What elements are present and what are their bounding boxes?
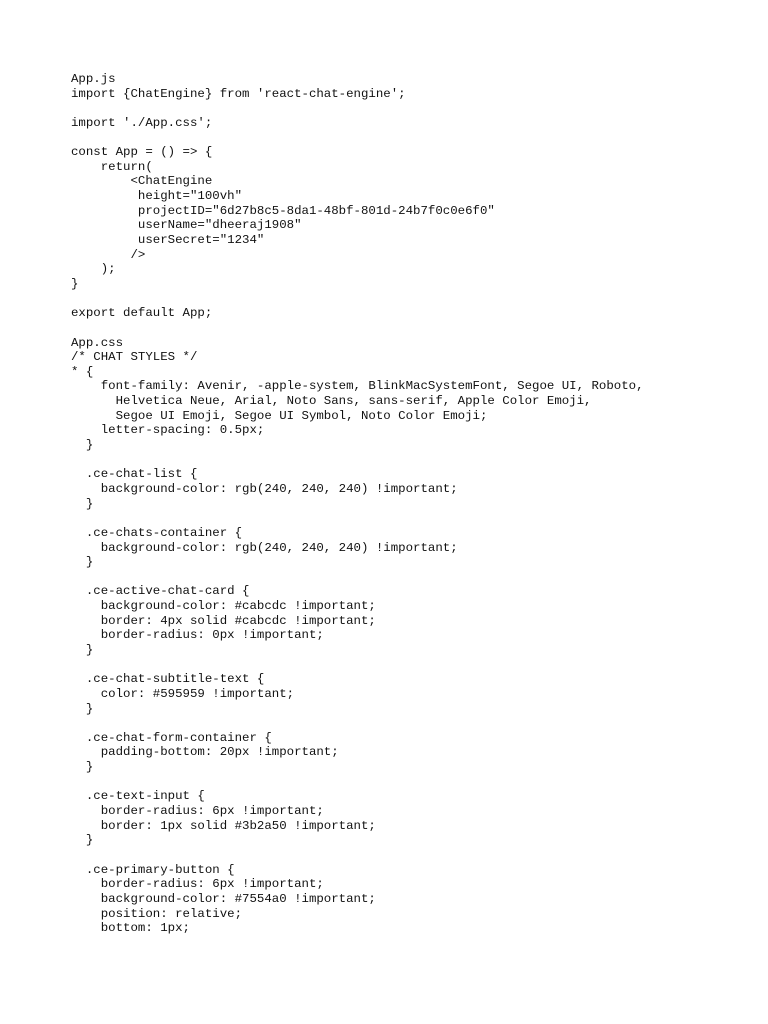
code-line: .ce-active-chat-card { bbox=[71, 584, 250, 599]
code-line: App.css bbox=[71, 335, 124, 350]
code-line: } bbox=[71, 496, 94, 511]
code-line: .ce-primary-button { bbox=[71, 862, 235, 877]
code-line bbox=[71, 716, 644, 731]
code-line: bottom: 1px; bbox=[71, 921, 190, 936]
code-line: return( bbox=[71, 159, 153, 174]
code-line: userName="dheeraj1908" bbox=[71, 218, 302, 233]
code-line: height="100vh" bbox=[71, 189, 243, 204]
code-line bbox=[71, 131, 644, 146]
code-line: ); bbox=[71, 262, 116, 277]
code-line: import {ChatEngine} from 'react-chat-engine'; bbox=[71, 86, 406, 101]
code-line: /* CHAT STYLES */ bbox=[71, 350, 198, 365]
code-line: border-radius: 6px !important; bbox=[71, 804, 324, 819]
code-line: .ce-text-input { bbox=[71, 789, 205, 804]
code-line: Helvetica Neue, Arial, Noto Sans, sans-serif, Apple Color Emoji, bbox=[71, 394, 592, 409]
code-listing bbox=[71, 72, 644, 936]
code-line: border-radius: 6px !important; bbox=[71, 877, 324, 892]
code-line: /> bbox=[71, 247, 146, 262]
code-line: import './App.css'; bbox=[71, 115, 213, 130]
code-line: const App = () => { bbox=[71, 145, 213, 160]
code-line bbox=[71, 453, 644, 468]
code-line: background-color: #cabcdc !important; bbox=[71, 599, 376, 614]
code-line: } bbox=[71, 438, 94, 453]
code-line: position: relative; bbox=[71, 906, 243, 921]
code-line: Segoe UI Emoji, Segoe UI Symbol, Noto Color Emoji; bbox=[71, 408, 488, 423]
code-line: padding-bottom: 20px !important; bbox=[71, 745, 339, 760]
code-line: .ce-chats-container { bbox=[71, 525, 243, 540]
code-line: } bbox=[71, 833, 94, 848]
code-line: background-color: rgb(240, 240, 240) !important; bbox=[71, 481, 458, 496]
code-line: .ce-chat-subtitle-text { bbox=[71, 672, 265, 687]
code-line: export default App; bbox=[71, 306, 213, 321]
code-line: .ce-chat-form-container { bbox=[71, 730, 272, 745]
code-line: App.js bbox=[71, 72, 116, 86]
code-line bbox=[71, 658, 644, 673]
code-line bbox=[71, 292, 644, 307]
code-line: .ce-chat-list { bbox=[71, 467, 198, 482]
code-line bbox=[71, 101, 644, 116]
code-line: <ChatEngine bbox=[71, 174, 213, 189]
code-line: border-radius: 0px !important; bbox=[71, 628, 324, 643]
code-line: color: #595959 !important; bbox=[71, 686, 295, 701]
code-line: font-family: Avenir, -apple-system, BlinkMacSystemFont, Segoe UI, Roboto, bbox=[71, 379, 644, 394]
code-line: letter-spacing: 0.5px; bbox=[71, 423, 265, 438]
code-line: } bbox=[71, 701, 94, 716]
code-line: } bbox=[71, 642, 94, 657]
code-line: background-color: rgb(240, 240, 240) !important; bbox=[71, 540, 458, 555]
code-line bbox=[71, 321, 644, 336]
code-line: border: 1px solid #3b2a50 !important; bbox=[71, 818, 376, 833]
code-line: * { bbox=[71, 364, 94, 379]
code-line bbox=[71, 511, 644, 526]
code-line: background-color: #7554a0 !important; bbox=[71, 891, 376, 906]
code-line: userSecret="1234" bbox=[71, 233, 265, 248]
code-line: projectID="6d27b8c5-8da1-48bf-801d-24b7f0c0e6f0" bbox=[71, 203, 495, 218]
code-line: border: 4px solid #cabcdc !important; bbox=[71, 613, 376, 628]
code-line: } bbox=[71, 276, 79, 291]
code-line bbox=[71, 848, 644, 863]
code-line: } bbox=[71, 555, 94, 570]
code-line: } bbox=[71, 760, 94, 775]
code-line bbox=[71, 775, 644, 790]
code-line bbox=[71, 570, 644, 585]
